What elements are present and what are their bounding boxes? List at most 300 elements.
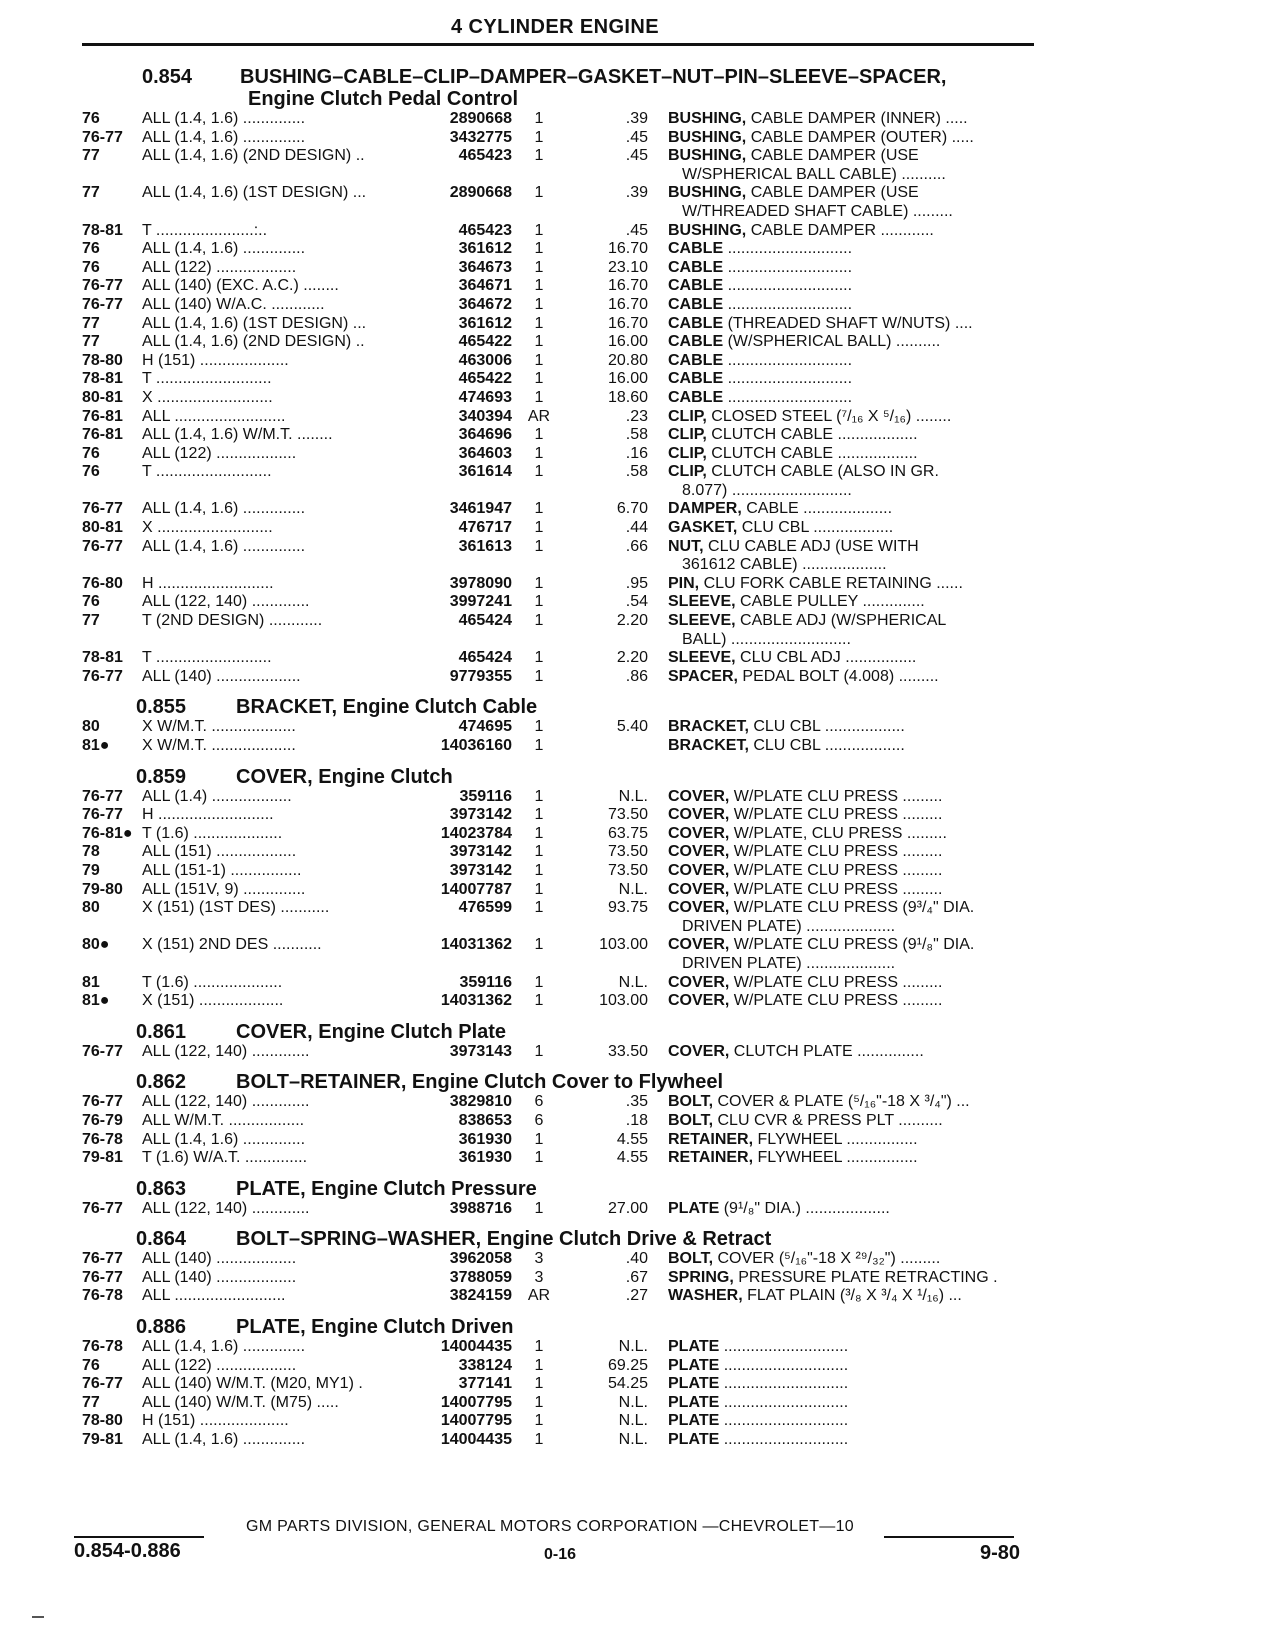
part-detail: CABLE DAMPER (OUTER) ..... (750, 128, 974, 146)
model-year: 79-81 (82, 1149, 123, 1167)
group-heading (0, 66, 1280, 88)
part-name: BRACKET, (668, 737, 749, 754)
quantity: 1 (534, 463, 544, 481)
part-number: 476599 (458, 899, 512, 917)
quantity: 1 (534, 1338, 544, 1356)
model-application: X .......................... (142, 388, 273, 406)
part-number: 338124 (458, 1356, 512, 1374)
part-description (668, 259, 1028, 278)
part-row (0, 649, 1280, 668)
quantity: 1 (534, 667, 544, 685)
model-application: ALL (1.4, 1.6) W/M.T. ........ (142, 426, 333, 444)
model-application: ALL (122) .................. (142, 444, 297, 462)
part-detail: W/PLATE CLU PRESS (9¹/₈" DIA. (733, 936, 975, 954)
scan-mark (32, 1616, 44, 1618)
model-application: X W/M.T. ................... (142, 718, 296, 736)
price: 18.60 (607, 388, 648, 406)
part-description (668, 1043, 1028, 1062)
part-name: COVER, (668, 992, 730, 1010)
part-detail: ............................ (723, 1393, 849, 1411)
model-application: ALL (151) .................. (142, 843, 297, 861)
part-detail: CLUTCH PLATE ............... (733, 1042, 924, 1060)
part-detail: W/PLATE CLU PRESS ......... (733, 880, 943, 898)
model-application: X (151) 2ND DES ........... (142, 936, 322, 954)
part-detail: W/PLATE CLU PRESS ......... (733, 973, 943, 991)
part-number: 838653 (458, 1111, 512, 1129)
part-detail-continued: 361612 CABLE) ................... (682, 556, 887, 574)
part-row (0, 1043, 1280, 1062)
quantity: 1 (534, 1199, 544, 1217)
page-title: 4 CYLINDER ENGINE (451, 16, 659, 38)
footer-date: 9-80 (979, 1542, 1020, 1564)
quantity: 1 (534, 147, 544, 165)
price: 16.00 (607, 370, 648, 388)
part-description (668, 899, 1028, 936)
price: 2.20 (616, 612, 648, 630)
quantity: 1 (534, 992, 544, 1010)
part-name: COVER, (668, 936, 730, 954)
part-name: PLATE (668, 1356, 720, 1374)
part-row (0, 315, 1280, 334)
model-application: T (1.6) .................... (142, 973, 283, 991)
part-description (668, 222, 1028, 241)
part-description (668, 1394, 1028, 1413)
model-application: ALL (122) .................. (142, 1356, 297, 1374)
part-number: 3829810 (449, 1093, 512, 1111)
model-application: X (151) (1ST DES) ........... (142, 899, 330, 917)
part-number: 465424 (458, 649, 512, 667)
part-number: 364671 (458, 277, 512, 295)
footer-publisher: GM PARTS DIVISION, GENERAL MOTORS CORPORATION —CHEVROLET—10 (245, 1518, 855, 1535)
model-application: X W/M.T. ................... (142, 737, 296, 754)
part-row (0, 352, 1280, 371)
part-detail-continued: W/SPHERICAL BALL CABLE) .......... (682, 165, 946, 183)
part-number: 359116 (459, 787, 512, 805)
footer-group-range: 0.854-0.886 (74, 1540, 181, 1562)
part-detail: CLUTCH CABLE .................. (711, 444, 918, 462)
part-description (668, 1093, 1028, 1112)
model-year: 76-77 (82, 806, 123, 824)
price: 63.75 (607, 824, 648, 842)
part-number: 14031362 (440, 992, 512, 1010)
part-detail: W/PLATE CLU PRESS ......... (733, 806, 943, 824)
part-number: 3973143 (449, 1042, 512, 1060)
price: 5.40 (616, 718, 648, 736)
part-detail-continued: 8.077) ........................... (682, 481, 852, 499)
price: 2.20 (616, 649, 648, 667)
price: .66 (625, 537, 648, 555)
model-application: T ......................:.. (142, 221, 268, 239)
quantity: AR (527, 407, 551, 425)
part-row (0, 426, 1280, 445)
price: 6.70 (616, 500, 648, 518)
model-application: H .......................... (142, 574, 274, 592)
model-application: ALL (140) W/M.T. (M75) ..... (142, 1393, 339, 1411)
model-application: ALL (140) ................... (142, 667, 301, 685)
model-year: 76-81● (82, 824, 133, 842)
quantity: 1 (534, 612, 544, 630)
model-year: 78-80 (82, 1412, 123, 1430)
part-description (668, 277, 1028, 296)
price: .86 (625, 667, 648, 685)
model-year: 78-81 (82, 221, 123, 239)
part-name: SPACER, (668, 667, 738, 685)
part-row (0, 389, 1280, 408)
model-year: 77 (82, 314, 100, 332)
part-detail: PEDAL BOLT (4.008) ......... (742, 667, 939, 685)
part-row (0, 1431, 1280, 1450)
price: 16.70 (607, 314, 648, 332)
model-year: 77 (82, 333, 100, 351)
model-application: ALL (122, 140) ............. (142, 1093, 310, 1111)
part-number: 3788059 (449, 1268, 512, 1286)
part-row (0, 1357, 1280, 1376)
part-name: COVER, (668, 843, 730, 861)
price: 4.55 (616, 1130, 648, 1148)
part-name: PLATE (668, 1375, 720, 1393)
model-year: 76 (82, 240, 100, 258)
quantity: 1 (534, 388, 544, 406)
model-year: 76-80 (82, 574, 123, 592)
part-description (668, 110, 1028, 129)
part-row (0, 1112, 1280, 1131)
quantity: 1 (534, 806, 544, 824)
part-description (668, 1338, 1028, 1357)
part-description (668, 1131, 1028, 1150)
model-application: H (151) .................... (142, 1412, 289, 1430)
price: 69.25 (607, 1356, 648, 1374)
model-application: T .......................... (142, 463, 272, 481)
part-row (0, 575, 1280, 594)
model-application: ALL (122, 140) ............. (142, 1199, 310, 1217)
price: N.L. (618, 1431, 648, 1449)
part-number: 361930 (458, 1130, 512, 1148)
model-application: T (1.6) .................... (142, 824, 283, 842)
price: .45 (625, 128, 648, 146)
quantity: 1 (534, 444, 544, 462)
part-detail: CLUTCH CABLE (ALSO IN GR. (711, 463, 939, 481)
quantity: 1 (534, 277, 544, 295)
quantity: 1 (534, 593, 544, 611)
part-detail: CLUTCH CABLE .................. (711, 426, 918, 444)
part-description (668, 612, 1028, 649)
part-number: 14036160 (440, 737, 512, 754)
part-detail-continued: W/THREADED SHAFT CABLE) ......... (682, 202, 953, 220)
model-application: X (151) ................... (142, 992, 284, 1010)
quantity: 1 (534, 843, 544, 861)
model-year: 78-81 (82, 649, 123, 667)
quantity: 1 (534, 973, 544, 991)
quantity: 6 (534, 1093, 544, 1111)
price: .58 (625, 463, 648, 481)
model-year: 76-77 (82, 667, 123, 685)
model-application: X .......................... (142, 519, 273, 537)
part-description (668, 1149, 1028, 1168)
part-name: SLEEVE, (668, 593, 736, 611)
model-application: ALL (151V, 9) .............. (142, 880, 306, 898)
group-number: 0.863 (136, 1177, 187, 1200)
quantity: 1 (534, 500, 544, 518)
quantity: 1 (534, 574, 544, 592)
part-number: 14007787 (440, 880, 512, 898)
quantity: 1 (534, 1356, 544, 1374)
part-name: COVER, (668, 973, 730, 991)
part-number: 359116 (459, 973, 512, 991)
price: N.L. (618, 787, 648, 805)
part-detail: CLU CABLE ADJ (USE WITH (708, 537, 919, 555)
part-detail: COVER & PLATE (⁵/₁₆"-18 X ³/₄") ... (717, 1093, 970, 1111)
price: .58 (625, 426, 648, 444)
model-year: 76-79 (82, 1111, 123, 1129)
model-year: 78-81 (82, 370, 123, 388)
part-name: BUSHING, (668, 221, 747, 239)
price: .35 (625, 1093, 648, 1111)
price: 20.80 (607, 351, 648, 369)
model-application: ALL (1.4, 1.6) .............. (142, 110, 306, 127)
quantity: 1 (534, 333, 544, 351)
model-year: 80 (82, 718, 100, 736)
model-application: ALL (122, 140) ............. (142, 1042, 310, 1060)
model-year: 76-77 (82, 295, 123, 313)
part-detail-continued: DRIVEN PLATE) .................... (682, 954, 896, 972)
price: .39 (625, 110, 648, 127)
model-year: 80 (82, 899, 100, 917)
part-row (0, 333, 1280, 352)
quantity: 1 (534, 110, 544, 127)
price: 4.55 (616, 1149, 648, 1167)
part-number: 14004435 (440, 1338, 512, 1356)
part-number: 14004435 (440, 1431, 512, 1449)
part-number: 3432775 (449, 128, 512, 146)
model-application: ALL (151-1) ................ (142, 861, 302, 879)
part-description (668, 806, 1028, 825)
quantity: 1 (534, 1130, 544, 1148)
part-number: 474693 (458, 388, 512, 406)
price: .95 (625, 574, 648, 592)
part-name: SLEEVE, (668, 649, 736, 667)
model-application: ALL (1.4, 1.6) .............. (142, 240, 306, 258)
part-name: PLATE (668, 1431, 720, 1449)
part-number: 463006 (458, 351, 512, 369)
part-detail: CABLE DAMPER (INNER) ..... (750, 110, 968, 127)
part-name: CABLE (668, 295, 724, 313)
part-number: 364672 (458, 295, 512, 313)
model-year: 76 (82, 258, 100, 276)
part-row (0, 408, 1280, 427)
part-name: PLATE (668, 1393, 720, 1411)
group-heading (0, 1178, 1280, 1200)
quantity: 1 (534, 1393, 544, 1411)
part-row (0, 1131, 1280, 1150)
part-description (668, 992, 1028, 1011)
model-application: ALL (1.4, 1.6) .............. (142, 1431, 306, 1449)
part-description (668, 315, 1028, 334)
part-number: 3962058 (449, 1250, 512, 1268)
part-description (668, 389, 1028, 408)
part-number: 364673 (458, 258, 512, 276)
group-title: BUSHING–CABLE–CLIP–DAMPER–GASKET–NUT–PIN–SLEEVE–SPACER, (240, 66, 947, 88)
part-number: 14023784 (440, 824, 512, 842)
model-year: 76-81 (82, 426, 123, 444)
part-detail: ............................ (727, 388, 853, 406)
part-detail-continued: DRIVEN PLATE) .................... (682, 917, 896, 935)
quantity: 1 (534, 718, 544, 736)
part-description (668, 649, 1028, 668)
part-name: NUT, (668, 537, 704, 555)
quantity: 1 (534, 880, 544, 898)
part-row (0, 1269, 1280, 1288)
part-number: 364696 (458, 426, 512, 444)
quantity: 1 (534, 426, 544, 444)
part-detail: ............................ (723, 1412, 849, 1430)
part-detail: CABLE DAMPER ............ (750, 221, 934, 239)
part-description (668, 825, 1028, 844)
price: 73.50 (607, 843, 648, 861)
part-name: COVER, (668, 824, 730, 842)
part-number: 9779355 (449, 667, 512, 685)
quantity: 1 (534, 370, 544, 388)
part-name: CABLE (668, 277, 724, 295)
part-number: 2890668 (449, 184, 512, 202)
part-row (0, 1250, 1280, 1269)
part-row (0, 1093, 1280, 1112)
footer-page-number: 0-16 (543, 1546, 577, 1563)
part-detail: (THREADED SHAFT W/NUTS) .... (727, 314, 973, 332)
part-row (0, 862, 1280, 881)
part-row (0, 370, 1280, 389)
group-heading (0, 1071, 1280, 1093)
part-number: 474695 (458, 718, 512, 736)
part-detail: CABLE PULLEY .............. (740, 593, 925, 611)
part-row (0, 737, 1280, 756)
group-title: PLATE, Engine Clutch Pressure (236, 1177, 537, 1200)
part-name: COVER, (668, 861, 730, 879)
part-name: CLIP, (668, 444, 707, 462)
model-year: 76 (82, 110, 100, 127)
part-number: 465424 (458, 612, 512, 630)
price: 33.50 (607, 1042, 648, 1060)
part-name: DAMPER, (668, 500, 742, 518)
part-name: COVER, (668, 1042, 730, 1060)
group-title: BRACKET, Engine Clutch Cable (236, 696, 538, 719)
part-row (0, 445, 1280, 464)
quantity: 1 (534, 649, 544, 667)
part-detail-continued: BALL) ........................... (682, 630, 851, 648)
part-description (668, 370, 1028, 389)
model-application: ALL ......................... (142, 407, 286, 425)
part-description (668, 737, 1028, 756)
price: N.L. (618, 880, 648, 898)
part-description (668, 538, 1028, 575)
price: .67 (625, 1268, 648, 1286)
model-application: ALL (1.4, 1.6) (2ND DESIGN) .. (142, 333, 365, 351)
model-year: 80-81 (82, 519, 123, 537)
part-description (668, 668, 1028, 687)
part-description (668, 333, 1028, 352)
part-description (668, 296, 1028, 315)
part-description (668, 1287, 1028, 1306)
part-row (0, 593, 1280, 612)
part-name: BOLT, (668, 1111, 714, 1129)
part-detail: CABLE .................... (746, 500, 893, 518)
part-detail: W/PLATE CLU PRESS ......... (733, 843, 943, 861)
part-row (0, 1200, 1280, 1219)
part-description (668, 1112, 1028, 1131)
model-year: 76-78 (82, 1338, 123, 1356)
price: 93.75 (607, 899, 648, 917)
price: .39 (625, 184, 648, 202)
part-row (0, 1375, 1280, 1394)
group-subtitle-line (0, 88, 1280, 110)
price: .16 (625, 444, 648, 462)
part-description (668, 1250, 1028, 1269)
part-row (0, 974, 1280, 993)
part-name: PIN, (668, 574, 700, 592)
part-description (668, 463, 1028, 500)
model-application: T .......................... (142, 649, 272, 667)
model-year: 76 (82, 444, 100, 462)
quantity: 1 (534, 936, 544, 954)
part-row (0, 500, 1280, 519)
group-title: COVER, Engine Clutch Plate (236, 1020, 507, 1043)
part-name: PLATE (668, 1338, 720, 1356)
quantity: 1 (534, 1412, 544, 1430)
group-heading (0, 1228, 1280, 1250)
part-description (668, 500, 1028, 519)
part-detail: PRESSURE PLATE RETRACTING . (738, 1268, 998, 1286)
quantity: 3 (534, 1268, 544, 1286)
model-year: 76-77 (82, 1093, 123, 1111)
model-year: 80-81 (82, 388, 123, 406)
footer-rule-right (884, 1536, 1014, 1538)
model-application: ALL (1.4, 1.6) .............. (142, 500, 306, 518)
group-number: 0.861 (136, 1020, 187, 1043)
price: N.L. (618, 1393, 648, 1411)
part-name: CLIP, (668, 407, 707, 425)
part-description (668, 575, 1028, 594)
part-row (0, 899, 1280, 936)
part-detail: CLOSED STEEL (⁷/₁₆ X ⁵/₁₆) ........ (711, 407, 952, 425)
part-number: 14031362 (440, 936, 512, 954)
part-detail: CABLE DAMPER (USE (750, 184, 919, 202)
quantity: 1 (534, 787, 544, 805)
part-detail: CABLE DAMPER (USE (750, 147, 919, 165)
model-year: 81● (82, 737, 110, 754)
part-number: 2890668 (449, 110, 512, 127)
model-year: 81 (82, 973, 100, 991)
part-row (0, 463, 1280, 500)
model-application: ALL (140) (EXC. A.C.) ........ (142, 277, 339, 295)
quantity: 1 (534, 128, 544, 146)
model-year: 76-78 (82, 1287, 123, 1305)
part-name: PLATE (668, 1199, 720, 1217)
model-year: 76-77 (82, 787, 123, 805)
part-name: BOLT, (668, 1250, 714, 1268)
part-number: 14007795 (440, 1393, 512, 1411)
quantity: 1 (534, 861, 544, 879)
part-description (668, 1200, 1028, 1219)
price: 54.25 (607, 1375, 648, 1393)
model-application: ALL W/M.T. ................. (142, 1111, 305, 1129)
part-description (668, 843, 1028, 862)
model-year: 77 (82, 612, 100, 630)
price: .23 (625, 407, 648, 425)
part-row (0, 718, 1280, 737)
part-name: CABLE (668, 351, 724, 369)
price: .45 (625, 221, 648, 239)
model-application: ALL (1.4, 1.6) .............. (142, 128, 306, 146)
part-detail: FLYWHEEL ................ (757, 1130, 918, 1148)
